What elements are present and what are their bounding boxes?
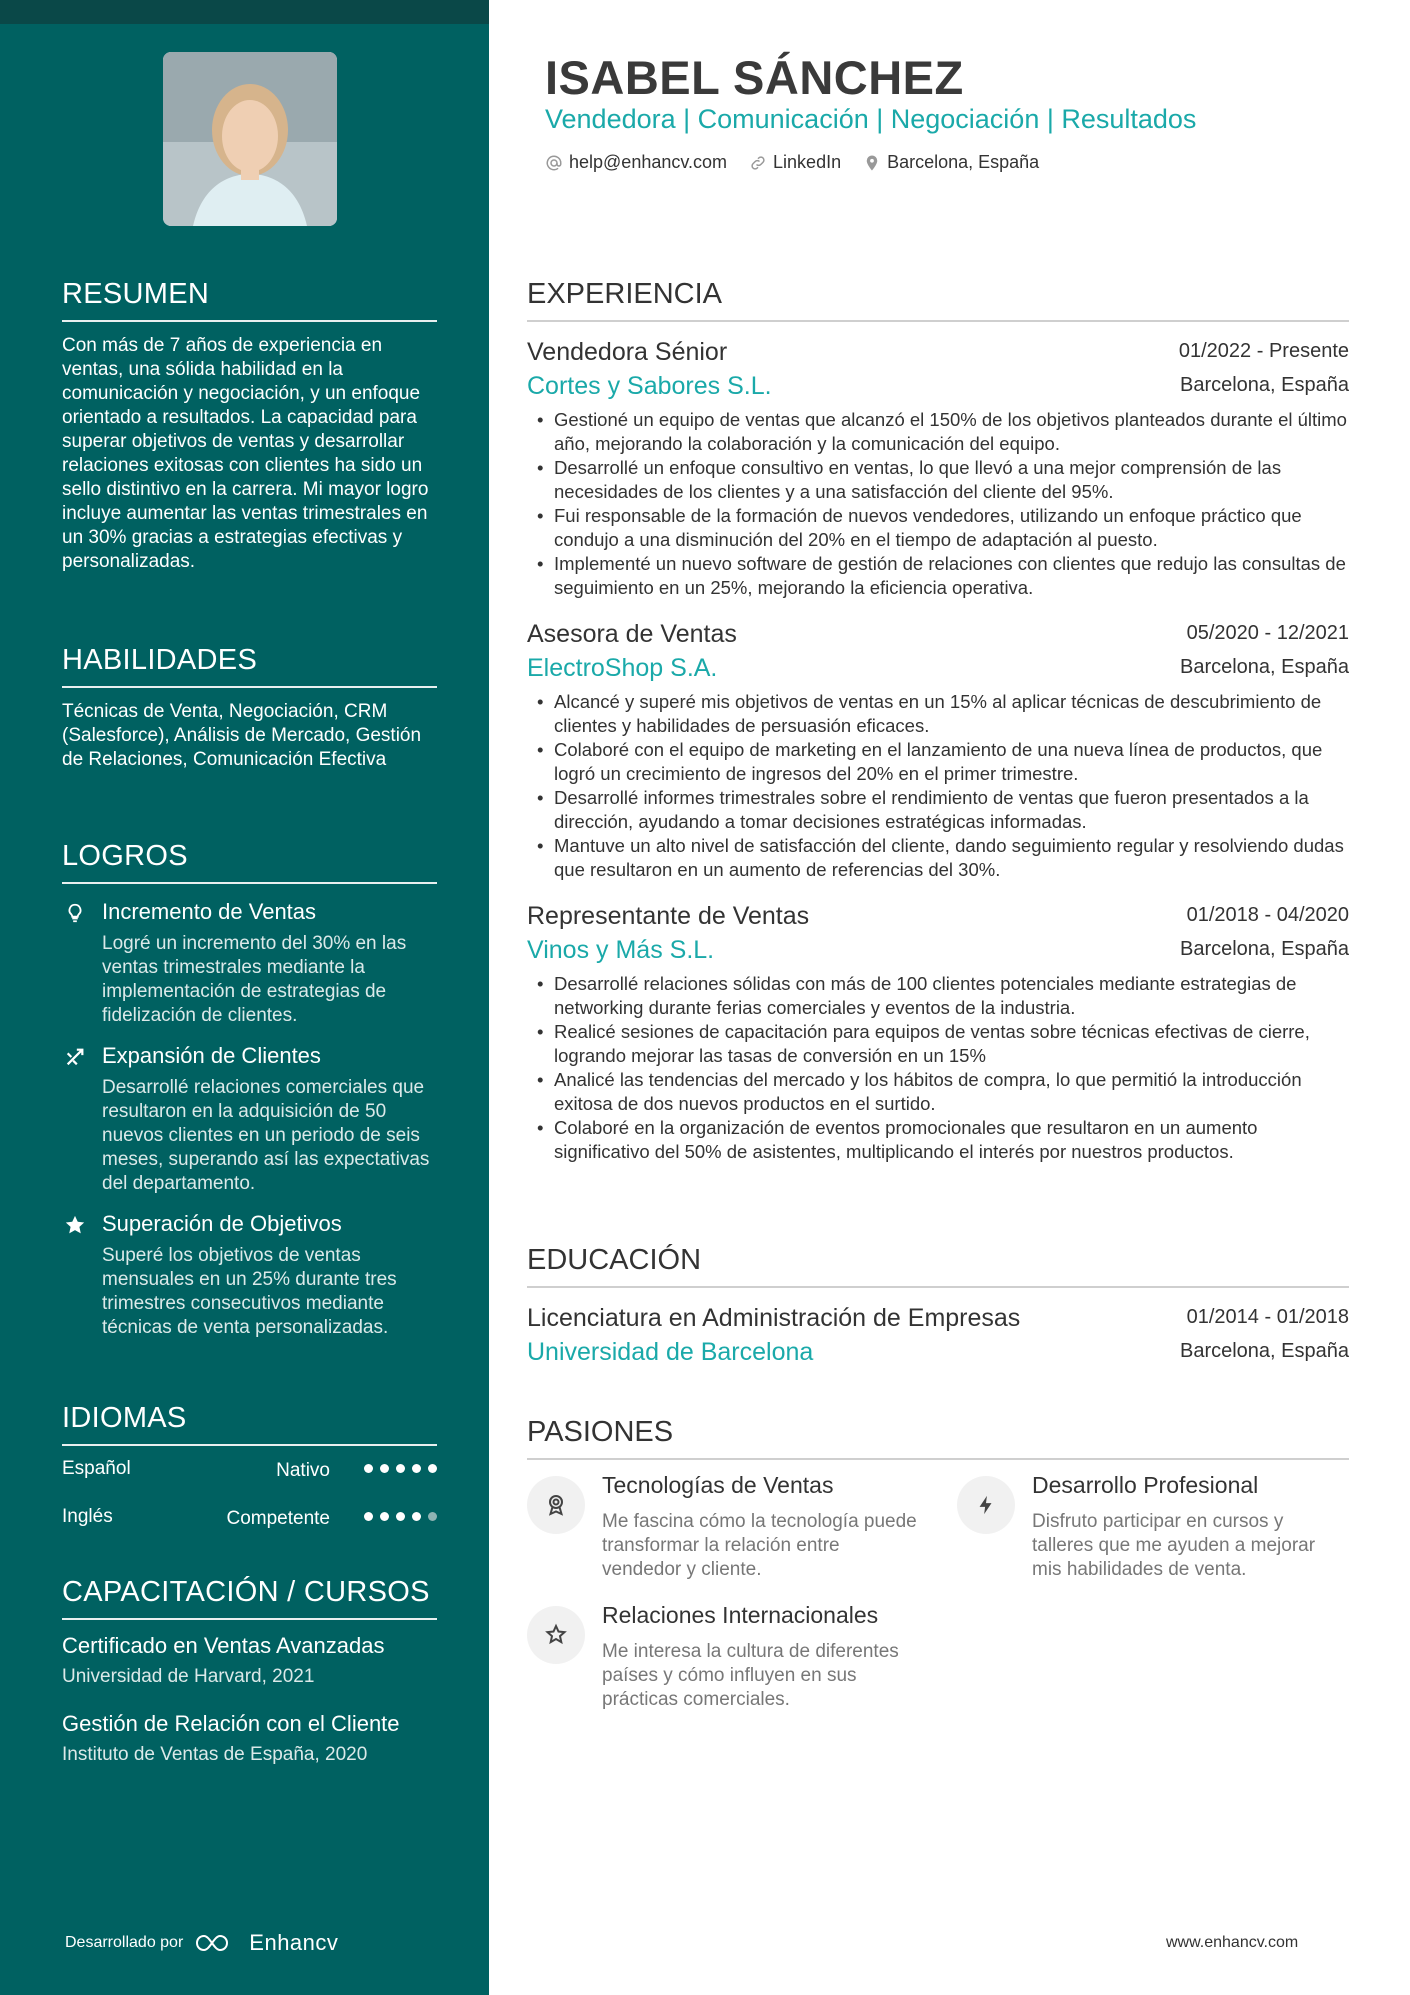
contact-list [545,152,1039,173]
achievements-title: LOGROS [62,840,437,884]
language-rating [364,1464,437,1473]
job-company: Cortes y Sabores S.L. [527,372,772,400]
achievement-desc: Desarrollé relaciones comerciales que resultaron en la adquisición de 50 nuevos clientes en un periodo de seis meses, superando así las expectativas del departamento. [102,1077,430,1194]
education-dates: 01/2014 - 01/2018 [1186,1306,1349,1328]
summary-title: RESUMEN [62,278,437,322]
contact-location [863,152,1039,173]
achievements-section [62,840,437,1340]
passion-title: Desarrollo Profesional [1032,1472,1259,1498]
profile-photo [163,52,337,226]
job-bullet: • Desarrollé informes trimestrales sobre el rendimiento de ventas que fueron presentados a la dirección, ayudando a tomar decisiones estratégicas informadas. [527,786,1349,834]
contact-linkedin[interactable] [749,152,841,173]
job-entry [527,614,1349,882]
language-row [62,1458,437,1494]
achievement-desc: Superé los objetivos de ventas mensuales en un 25% durante tres trimestres consecutivos mediante técnicas de venta personalizadas. [102,1245,397,1338]
enhancv-brand[interactable]: Enhancv [249,1930,339,1955]
summary-text: Con más de 7 años de experiencia en ventas, una sólida habilidad en la comunicación y negociación, y un enfoque orientado a resultados. La capacidad para superar objetivos de ventas y desarrollar relaciones exitosas con clientes ha sido un sello distintivo en la carrera. Mi mayor logro incluye aumentar las ventas trimestrales en un 30% gracias a estrategias efectivas y personalizadas. [62,335,429,572]
achievement-title: Incremento de Ventas [102,899,317,924]
languages-section [62,1402,437,1542]
candidate-name: ISABEL SÁNCHEZ [545,51,964,104]
job-bullets [527,408,1349,600]
achievement-title: Expansión de Clientes [102,1043,321,1068]
contact-email-text: help@enhancv.com [569,152,728,172]
job-bullet: • Mantuve un alto nivel de satisfacción del cliente, dando seguimiento regular y resolviendo dudas que resultaron en un aumento de referencias del 30%. [527,834,1349,882]
job-bullet: • Realicé sesiones de capacitación para equipos de ventas sobre técnicas efectivas de cierre, logrando mejorar las tasas de conversión en un 15% [527,1020,1349,1068]
rating-dot-filled [364,1512,373,1521]
passions-grid [527,1472,1349,1732]
job-dates: 01/2022 - Presente [1178,340,1349,362]
education-section [527,1244,1349,1370]
website-link[interactable]: www.enhancv.com [1166,1934,1299,1951]
job-entry [527,896,1349,1164]
education-title: EDUCACIÓN [527,1244,1349,1288]
skills-section [62,644,437,772]
sidebar [0,0,489,1995]
rating-dot-filled [428,1464,437,1473]
lightning-bolt-icon [957,1476,1015,1534]
job-company: Vinos y Más S.L. [527,936,715,964]
star-badge-icon [527,1606,585,1664]
skills-text: Técnicas de Venta, Negociación, CRM (Salesforce), Análisis de Mercado, Gestión de Relaciones, Comunicación Efectiva [62,701,422,770]
language-rating [364,1512,437,1521]
contact-email[interactable] [545,152,727,173]
language-row [62,1506,437,1542]
rating-dot-filled [364,1464,373,1473]
lightbulb-icon [64,902,86,924]
rating-dot-filled [396,1512,405,1521]
summary-section [62,278,437,574]
course-title: Certificado en Ventas Avanzadas [62,1633,385,1658]
job-entry [527,332,1349,600]
passion-desc: Disfruto participar en cursos y talleres que me ayuden a mejorar mis habilidades de venta. [1032,1511,1316,1580]
job-company: ElectroShop S.A. [527,654,718,682]
passions-section [527,1416,1349,1732]
language-level: Nativo [276,1460,330,1481]
contact-linkedin-text: LinkedIn [773,152,842,172]
courses-title: CAPACITACIÓN / CURSOS [62,1576,437,1620]
rating-dot-filled [412,1512,421,1521]
rating-dot-filled [396,1464,405,1473]
passion-title: Tecnologías de Ventas [602,1472,834,1498]
job-bullet: • Analicé las tendencias del mercado y los hábitos de compra, lo que permitió la introducción exitosa de dos nuevos productos en el surtido. [527,1068,1349,1116]
job-location: Barcelona, España [1179,938,1349,960]
award-medal-icon [527,1476,585,1534]
job-title: Representante de Ventas [527,902,810,930]
job-title: Asesora de Ventas [527,620,737,648]
achievement-item [62,1042,437,1196]
job-bullet: • Gestioné un equipo de ventas que alcanzó el 150% de los objetivos planteados durante el último año, mejorando la colaboración y la comunicación del equipo. [527,408,1349,456]
expand-arrows-icon [64,1046,86,1068]
achievement-desc: Logré un incremento del 30% en las ventas trimestrales mediante la implementación de estrategias de fidelización de clientes. [102,933,407,1026]
course-title: Gestión de Relación con el Cliente [62,1711,400,1736]
education-location: Barcelona, España [1179,1340,1349,1362]
powered-by [65,1930,338,1956]
job-bullet: • Fui responsable de la formación de nuevos vendedores, utilizando un enfoque práctico que condujo a una disminución del 20% en el tiempo de adaptación al puesto. [527,504,1349,552]
experience-title: EXPERIENCIA [527,278,1349,322]
language-level: Competente [226,1508,330,1529]
job-bullets [527,690,1349,882]
job-bullet: • Desarrollé relaciones sólidas con más de 100 clientes potenciales mediante estrategias de networking durante ferias comerciales y eventos de la industria. [527,972,1349,1020]
job-bullet: • Colaboré con el equipo de marketing en el lanzamiento de una nueva línea de productos, que logró un crecimiento de ingresos del 20% en el primer trimestre. [527,738,1349,786]
language-name: Inglés [62,1506,113,1527]
job-bullet: • Desarrollé un enfoque consultivo en ventas, lo que llevó a una mejor comprensión de las necesidades de los clientes y a una satisfacción del cliente del 95%. [527,456,1349,504]
passions-title: PASIONES [527,1416,1349,1460]
education-degree: Licenciatura en Administración de Empresas [527,1304,1021,1332]
achievement-item [62,898,437,1028]
location-pin-icon [863,154,881,172]
passion-title: Relaciones Internacionales [602,1602,879,1628]
passion-desc: Me interesa la cultura de diferentes países y cómo influyen en sus prácticas comerciales. [602,1641,899,1710]
languages-title: IDIOMAS [62,1402,437,1446]
achievement-title: Superación de Objetivos [102,1211,342,1236]
job-bullet: • Colaboré en la organización de eventos promocionales que resultaron en un aumento significativo del 50% de asistentes, multiplicando el interés por nuestros productos. [527,1116,1349,1164]
passion-desc: Me fascina cómo la tecnología puede transformar la relación entre vendedor y cliente. [602,1511,917,1580]
sidebar-top-bar [0,0,489,24]
rating-dot-filled [380,1512,389,1521]
skills-title: HABILIDADES [62,644,437,688]
enhancv-logo-icon [193,1932,239,1954]
job-dates: 01/2018 - 04/2020 [1186,904,1349,926]
education-school: Universidad de Barcelona [527,1338,814,1366]
experience-section [527,278,1349,1164]
rating-dot-filled [380,1464,389,1473]
job-location: Barcelona, España [1179,656,1349,678]
language-name: Español [62,1458,131,1479]
contact-location-text: Barcelona, España [887,152,1040,172]
powered-by-label: Desarrollado por [65,1934,184,1951]
courses-section [62,1576,437,1766]
job-bullets [527,972,1349,1164]
star-icon [64,1214,86,1236]
job-bullet: • Implementé un nuevo software de gestión de relaciones con clientes que redujo las consultas de seguimiento en un 25%, mejorando la eficiencia operativa. [527,552,1349,600]
rating-dot-empty [428,1512,437,1521]
rating-dot-filled [412,1464,421,1473]
job-title: Vendedora Sénior [527,338,728,366]
tagline: Vendedora | Comunicación | Negociación | Resultados [545,104,1197,134]
course-org: Universidad de Harvard, 2021 [62,1666,315,1687]
job-bullet: • Alcancé y superé mis objetivos de ventas en un 15% al aplicar técnicas de descubrimiento de clientes y habilidades de persuasión eficaces. [527,690,1349,738]
job-location: Barcelona, España [1179,374,1349,396]
course-org: Instituto de Ventas de España, 2020 [62,1744,368,1765]
at-icon [545,154,563,172]
education-entry [527,1298,1349,1370]
job-dates: 05/2020 - 12/2021 [1186,622,1349,644]
achievement-item [62,1210,437,1340]
link-icon [749,154,767,172]
